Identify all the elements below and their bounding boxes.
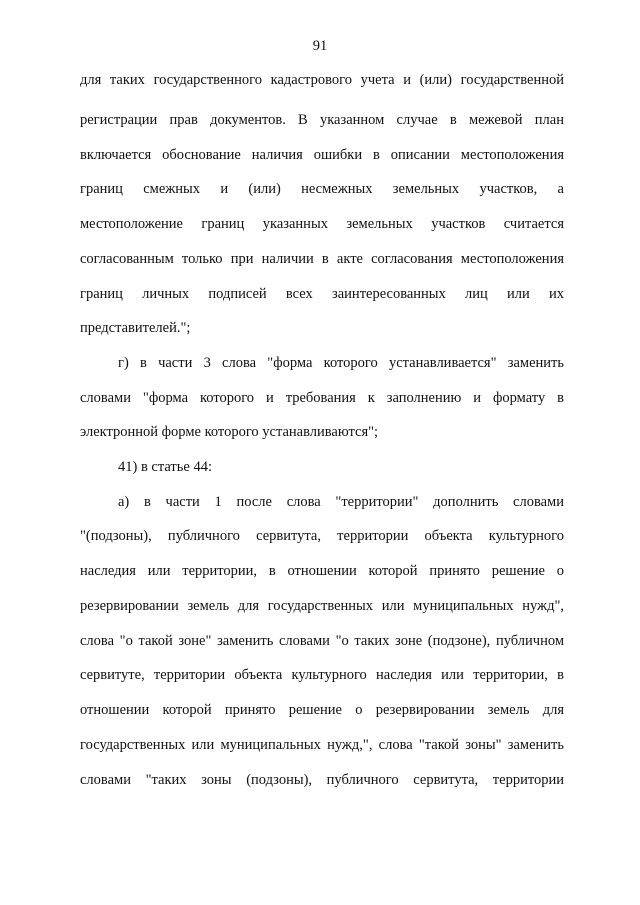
text-line: представителей."; bbox=[80, 320, 191, 336]
text-line: "(подзоны), публичного сервитута, территории объекта культурного bbox=[80, 528, 564, 544]
text-line: сервитуте, территории объекта культурного наследия или территории, в bbox=[80, 667, 564, 683]
text-line: отношении которой принято решение о резервировании земель для bbox=[80, 702, 564, 718]
text-line: г) в части 3 слова "форма которого устанавливается" заменить bbox=[118, 355, 564, 371]
text-line: электронной форме которого устанавливаются"; bbox=[80, 424, 379, 440]
text-line: для таких государственного кадастрового учета и (или) государственной bbox=[80, 72, 564, 88]
text-line: словами "таких зоны (подзоны), публичного сервитута, территории bbox=[80, 772, 564, 788]
text-line: включается обоснование наличия ошибки в описании местоположения bbox=[80, 147, 564, 163]
text-line: а) в части 1 после слова "территории" дополнить словами bbox=[118, 494, 564, 510]
text-line: словами "форма которого и требования к заполнению и формату в bbox=[80, 390, 564, 406]
text-line: границ смежных и (или) несмежных земельных участков, а bbox=[80, 181, 564, 197]
text-line: резервировании земель для государственных или муниципальных нужд", bbox=[80, 598, 564, 614]
text-line: согласованным только при наличии в акте согласования местоположения bbox=[80, 251, 564, 267]
text-line: государственных или муниципальных нужд,", слова "такой зоны" заменить bbox=[80, 737, 564, 753]
text-line: регистрации прав документов. В указанном случае в межевой план bbox=[80, 112, 564, 128]
page-number: 91 bbox=[312, 38, 328, 54]
text-line: 41) в статье 44: bbox=[118, 459, 212, 475]
text-line: границ личных подписей всех заинтересованных лиц или их bbox=[80, 286, 564, 302]
text-line: наследия или территории, в отношении которой принято решение о bbox=[80, 563, 564, 579]
text-line: местоположение границ указанных земельных участков считается bbox=[80, 216, 564, 232]
text-line: слова "о такой зоне" заменить словами "о таких зоне (подзоне), публичном bbox=[80, 633, 564, 649]
